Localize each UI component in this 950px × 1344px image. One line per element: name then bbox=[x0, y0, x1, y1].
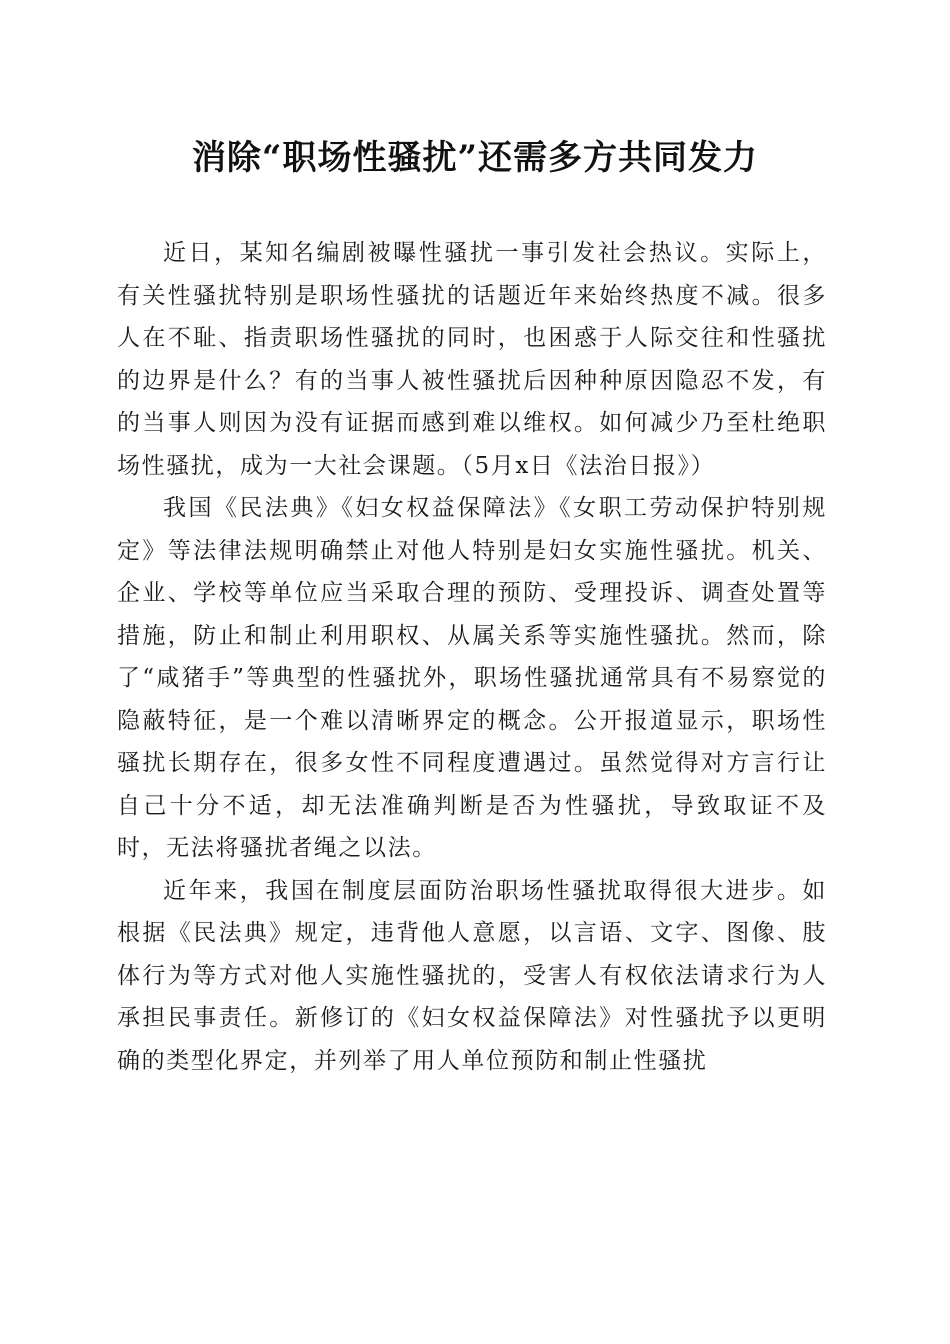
paragraph-2: 我国《民法典》《妇女权益保障法》《女职工劳动保护特别规定》等法律法规明确禁止对他人特别是妇女实施性骚扰。机关、企业、学校等单位应当采取合理的预防、受理投诉、调查处置等措施，防止和制止利用职权、从属关系等实施性骚扰。然而，除了“咸猪手”等典型的性骚扰外，职场性骚扰通常具有不易察觉的隐蔽特征，是一个难以清晰界定的概念。公开报道显示，职场性骚扰长期存在，很多女性不同程度遭遇过。虽然觉得对方言行让自己十分不适，却无法准确判断是否为性骚扰，导致取证不及时，无法将骚扰者绳之以法。 bbox=[117, 495, 827, 861]
paragraph-3: 近年来，我国在制度层面防治职场性骚扰取得很大进步。如根据《民法典》规定，违背他人意愿，以言语、文字、图像、肢体行为等方式对他人实施性骚扰的，受害人有权依法请求行为人承担民事责任。新修订的《妇女权益保障法》对性骚扰予以更明确的类型化界定，并列举了用人单位预防和制止性骚扰 bbox=[117, 877, 827, 1074]
document-body bbox=[117, 232, 827, 1082]
paragraph-1: 近日，某知名编剧被曝性骚扰一事引发社会热议。实际上，有关性骚扰特别是职场性骚扰的话题近年来始终热度不减。很多人在不耻、指责职场性骚扰的同时，也困惑于人际交往和性骚扰的边界是什么？有的当事人被性骚扰后因种种原因隐忍不发，有的当事人则因为没有证据而感到难以维权。如何减少乃至杜绝职场性骚扰，成为一大社会课题。（5月x日《法治日报》） bbox=[117, 240, 827, 479]
document-title: 消除“职场性骚扰”还需多方共同发力 bbox=[191, 138, 759, 178]
